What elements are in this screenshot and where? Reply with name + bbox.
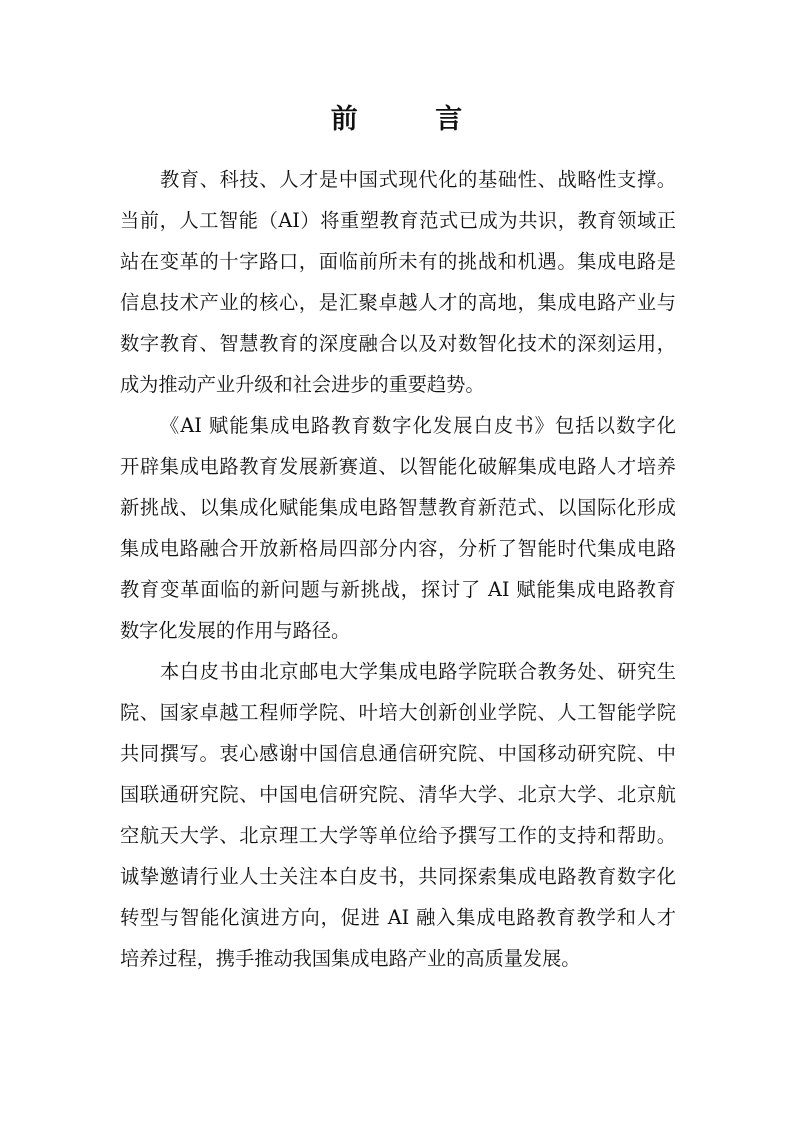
paragraph-2-line-3: 新挑战、以集成化赋能集成电路智慧教育新范式、以国际化形成 — [120, 496, 676, 519]
paragraph-1-line-2: 当前，人工智能（AI）将重塑教育范式已成为共识，教育领域正 — [120, 209, 676, 232]
paragraph-3-line-6: 诚挚邀请行业人士关注本白皮书，共同探索集成电路教育数字化 — [120, 865, 676, 888]
paragraph-1-line-3: 站在变革的十字路口，面临前所未有的挑战和机遇。集成电路是 — [120, 250, 676, 273]
paragraph-3-line-1: 本白皮书由北京邮电大学集成电路学院联合教务处、研究生 — [160, 660, 676, 683]
paragraph-1-line-4: 信息技术产业的核心，是汇聚卓越人才的高地，集成电路产业与 — [120, 291, 676, 314]
paragraph-1-line-5: 数字教育、智慧教育的深度融合以及对数智化技术的深刻运用， — [120, 332, 676, 355]
paragraph-2-line-2: 开辟集成电路教育发展新赛道、以智能化破解集成电路人才培养 — [120, 455, 676, 478]
paragraph-3-line-8: 培养过程，携手推动我国集成电路产业的高质量发展。 — [120, 947, 581, 970]
paragraph-3-line-2: 院、国家卓越工程师学院、叶培大创新创业学院、人工智能学院 — [120, 701, 676, 724]
page-title: 前 言 — [330, 104, 497, 135]
paragraph-3-line-7: 转型与智能化演进方向，促进 AI 融入集成电路教育教学和人才 — [120, 906, 676, 929]
paragraph-3-line-4: 国联通研究院、中国电信研究院、清华大学、北京大学、北京航 — [120, 783, 676, 806]
paragraph-3-line-3: 共同撰写。衷心感谢中国信息通信研究院、中国移动研究院、中 — [120, 742, 676, 765]
paragraph-2-line-6: 数字化发展的作用与路径。 — [120, 619, 351, 642]
paragraph-1-line-1: 教育、科技、人才是中国式现代化的基础性、战略性支撑。 — [160, 168, 676, 191]
paragraph-3-line-5: 空航天大学、北京理工大学等单位给予撰写工作的支持和帮助。 — [120, 824, 676, 847]
paragraph-2-line-1: 《AI 赋能集成电路教育数字化发展白皮书》包括以数字化 — [160, 414, 676, 437]
paragraph-2-line-4: 集成电路融合开放新格局四部分内容，分析了智能时代集成电路 — [120, 537, 676, 560]
paragraph-1-line-6: 成为推动产业升级和社会进步的重要趋势。 — [120, 373, 485, 396]
paragraph-2-line-5: 教育变革面临的新问题与新挑战，探讨了 AI 赋能集成电路教育 — [120, 578, 676, 601]
